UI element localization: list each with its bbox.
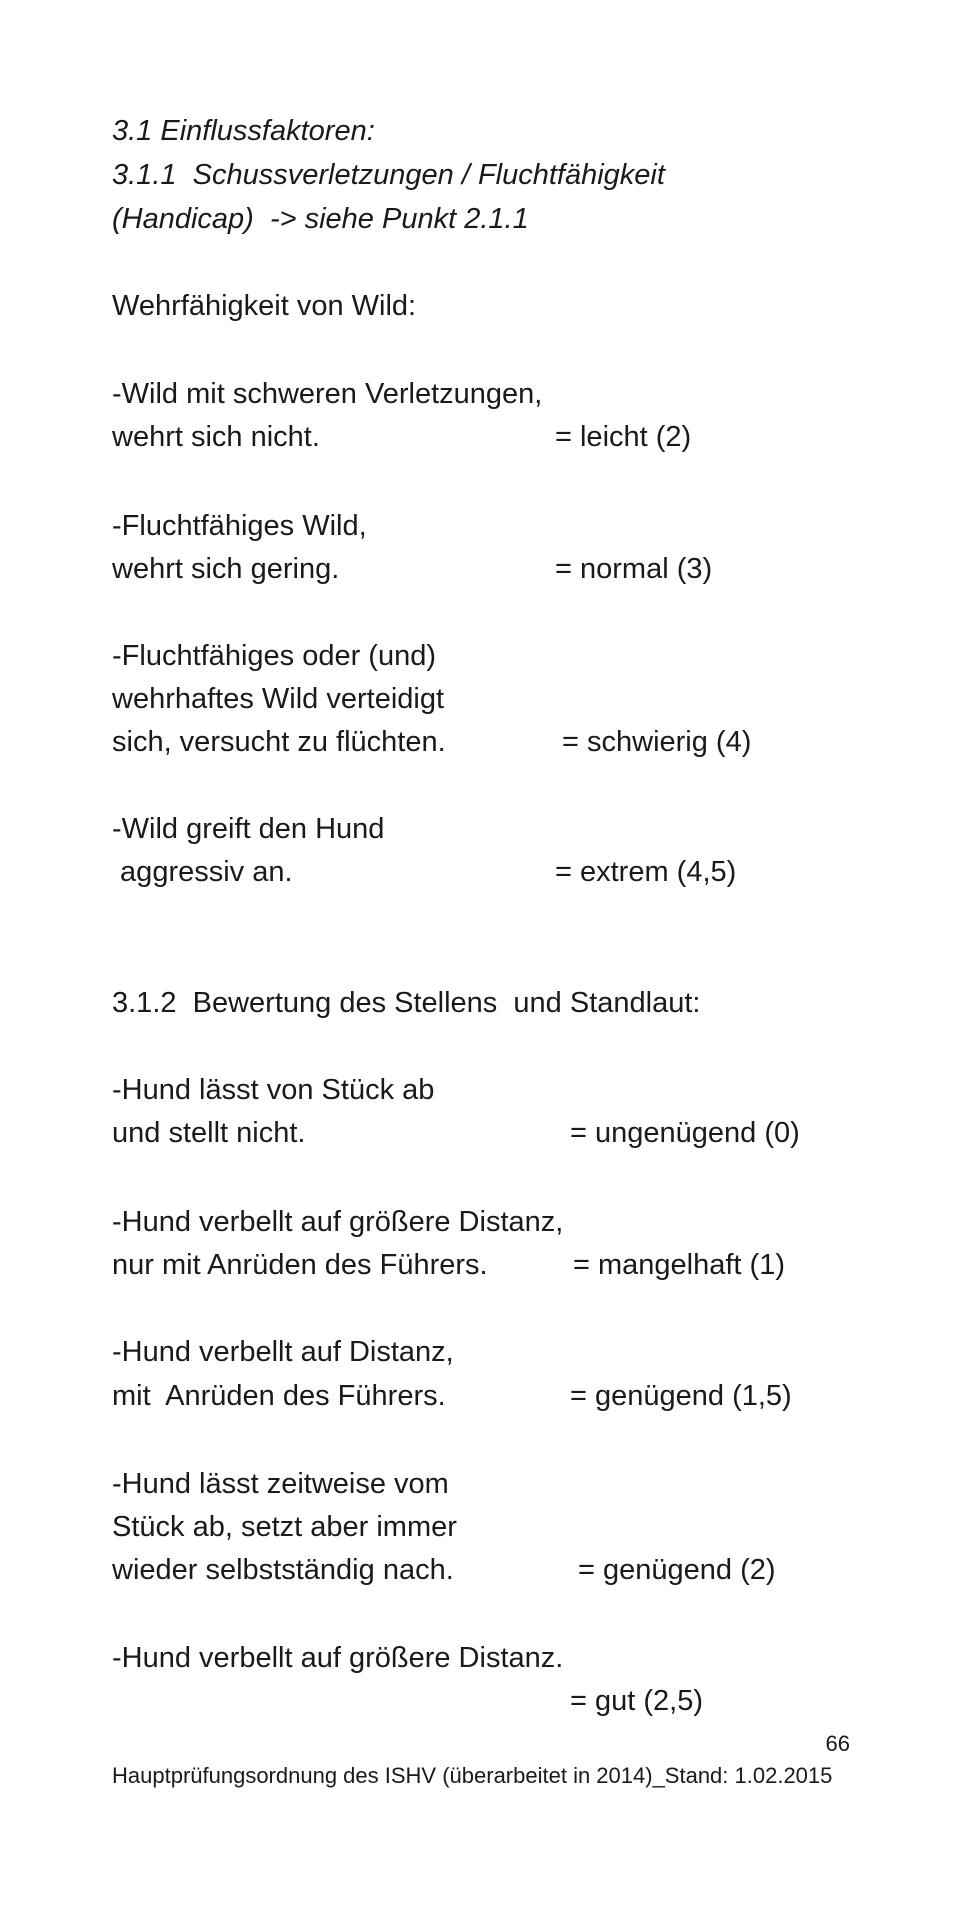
wehr-item-1-line-2: wehrt sich nicht. — [112, 421, 320, 453]
stellen-heading: 3.1.2 Bewertung des Stellens und Standlaut: — [112, 987, 701, 1019]
stellen-item-4-rating: = genügend (2) — [578, 1554, 776, 1586]
wehr-item-2-line-1: -Fluchtfähiges Wild, — [112, 510, 367, 542]
section-subtitle-2: (Handicap) -> siehe Punkt 2.1.1 — [112, 203, 529, 235]
wehr-item-1-rating: = leicht (2) — [555, 421, 692, 453]
wehr-item-4-rating: = extrem (4,5) — [555, 856, 737, 888]
stellen-item-1-line-1: -Hund lässt von Stück ab — [112, 1074, 435, 1106]
stellen-item-4-line-1: -Hund lässt zeitweise vom — [112, 1468, 449, 1500]
stellen-item-4-line-2: Stück ab, setzt aber immer — [112, 1511, 457, 1543]
stellen-item-1-line-2: und stellt nicht. — [112, 1117, 306, 1149]
wehr-heading: Wehrfähigkeit von Wild: — [112, 290, 417, 322]
stellen-item-2-line-2: nur mit Anrüden des Führers. — [112, 1249, 488, 1281]
stellen-item-3-line-1: -Hund verbellt auf Distanz, — [112, 1336, 454, 1368]
stellen-item-4-line-3: wieder selbstständig nach. — [112, 1554, 454, 1586]
stellen-item-5-rating: = gut (2,5) — [570, 1685, 703, 1717]
stellen-item-5-line-1: -Hund verbellt auf größere Distanz. — [112, 1642, 564, 1674]
section-subtitle: 3.1.1 Schussverletzungen / Fluchtfähigkeit — [112, 159, 665, 191]
stellen-item-1-rating: = ungenügend (0) — [570, 1117, 800, 1149]
wehr-item-2-rating: = normal (3) — [555, 553, 713, 585]
wehr-item-3-line-3: sich, versucht zu flüchten. — [112, 726, 446, 758]
stellen-item-2-rating: = mangelhaft (1) — [573, 1249, 785, 1281]
page-number: 66 — [825, 1731, 850, 1756]
wehr-item-4-line-2: aggressiv an. — [112, 856, 293, 888]
page-footer: Hauptprüfungsordnung des ISHV (überarbeitet in 2014)_Stand: 1.02.2015 — [112, 1763, 833, 1788]
wehr-item-4-line-1: -Wild greift den Hund — [112, 813, 385, 845]
wehr-item-2-line-2: wehrt sich gering. — [112, 553, 340, 585]
stellen-item-3-line-2: mit Anrüden des Führers. — [112, 1380, 446, 1412]
stellen-item-3-rating: = genügend (1,5) — [570, 1380, 792, 1412]
wehr-item-3-line-1: -Fluchtfähiges oder (und) — [112, 640, 436, 672]
stellen-item-2-line-1: -Hund verbellt auf größere Distanz, — [112, 1206, 564, 1238]
wehr-item-1-line-1: -Wild mit schweren Verletzungen, — [112, 378, 543, 410]
wehr-item-3-line-2: wehrhaftes Wild verteidigt — [112, 683, 445, 715]
section-title: 3.1 Einflussfaktoren: — [112, 115, 375, 147]
wehr-item-3-rating: = schwierig (4) — [562, 726, 752, 758]
